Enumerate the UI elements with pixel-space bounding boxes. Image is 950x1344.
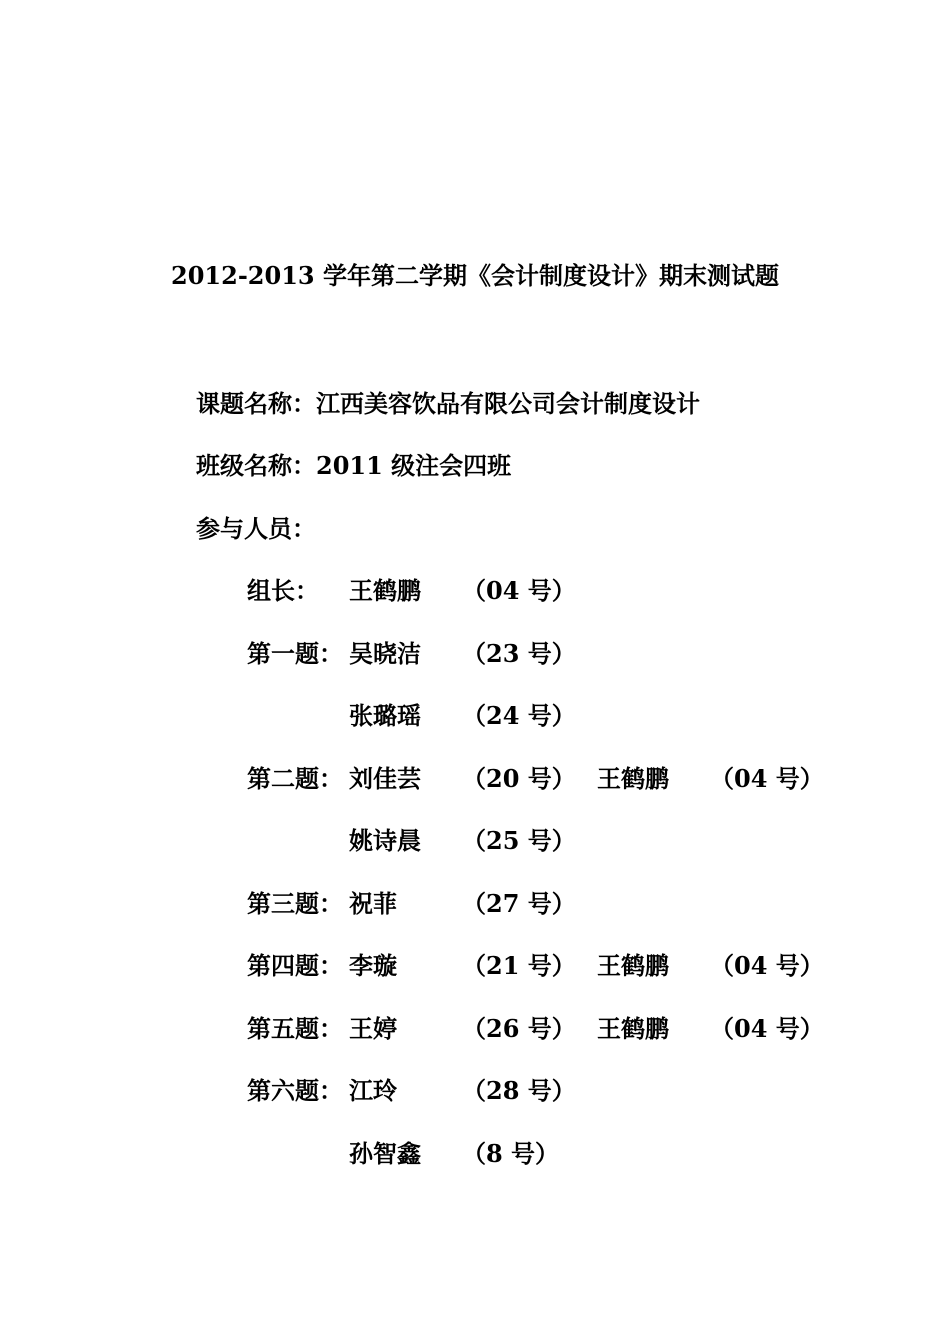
member-number: （23 号） (462, 639, 576, 668)
member-name: 李璇 (349, 951, 397, 980)
second-member-number: （04 号） (710, 1014, 824, 1043)
member-name: 刘佳芸 (349, 764, 421, 793)
member-row (0, 696, 950, 730)
member-name: 王婷 (349, 1014, 397, 1043)
member-number: （25 号） (462, 826, 576, 855)
member-number: （27 号） (462, 889, 576, 918)
member-row (0, 1134, 950, 1168)
member-name: 王鹤鹏 (349, 576, 421, 605)
member-name: 张璐瑶 (349, 701, 421, 730)
member-role-label: 第二题： (247, 764, 343, 793)
members-heading: 参与人员： (196, 514, 316, 543)
member-number: （8 号） (462, 1139, 560, 1168)
member-number: （24 号） (462, 701, 576, 730)
member-name: 祝菲 (349, 889, 397, 918)
member-number: （28 号） (462, 1076, 576, 1105)
second-member-number: （04 号） (710, 764, 824, 793)
member-row (0, 759, 950, 793)
member-row (0, 634, 950, 668)
class-line: 班级名称：2011 级注会四班 (196, 451, 512, 480)
member-number: （20 号） (462, 764, 576, 793)
member-row (0, 946, 950, 980)
member-role-label: 第六题： (247, 1076, 343, 1105)
member-number: （04 号） (462, 576, 576, 605)
member-role-label: 第一题： (247, 639, 343, 668)
second-member-name: 王鹤鹏 (597, 1014, 669, 1043)
document-title: 2012-2013 学年第二学期《会计制度设计》期末测试题 (171, 261, 779, 290)
member-name: 姚诗晨 (349, 826, 421, 855)
member-role-label: 第四题： (247, 951, 343, 980)
member-name: 江玲 (349, 1076, 397, 1105)
member-number: （21 号） (462, 951, 576, 980)
member-number: （26 号） (462, 1014, 576, 1043)
member-row (0, 1009, 950, 1043)
member-row (0, 1071, 950, 1105)
member-name: 孙智鑫 (349, 1139, 421, 1168)
second-member-name: 王鹤鹏 (597, 951, 669, 980)
member-role-label: 第三题： (247, 889, 343, 918)
member-role-label: 组长： (247, 576, 319, 605)
topic-line: 课题名称：江西美容饮品有限公司会计制度设计 (196, 389, 700, 418)
second-member-number: （04 号） (710, 951, 824, 980)
member-role-label: 第五题： (247, 1014, 343, 1043)
member-row (0, 821, 950, 855)
second-member-name: 王鹤鹏 (597, 764, 669, 793)
member-row (0, 571, 950, 605)
member-row (0, 884, 950, 918)
member-name: 吴晓洁 (349, 639, 421, 668)
